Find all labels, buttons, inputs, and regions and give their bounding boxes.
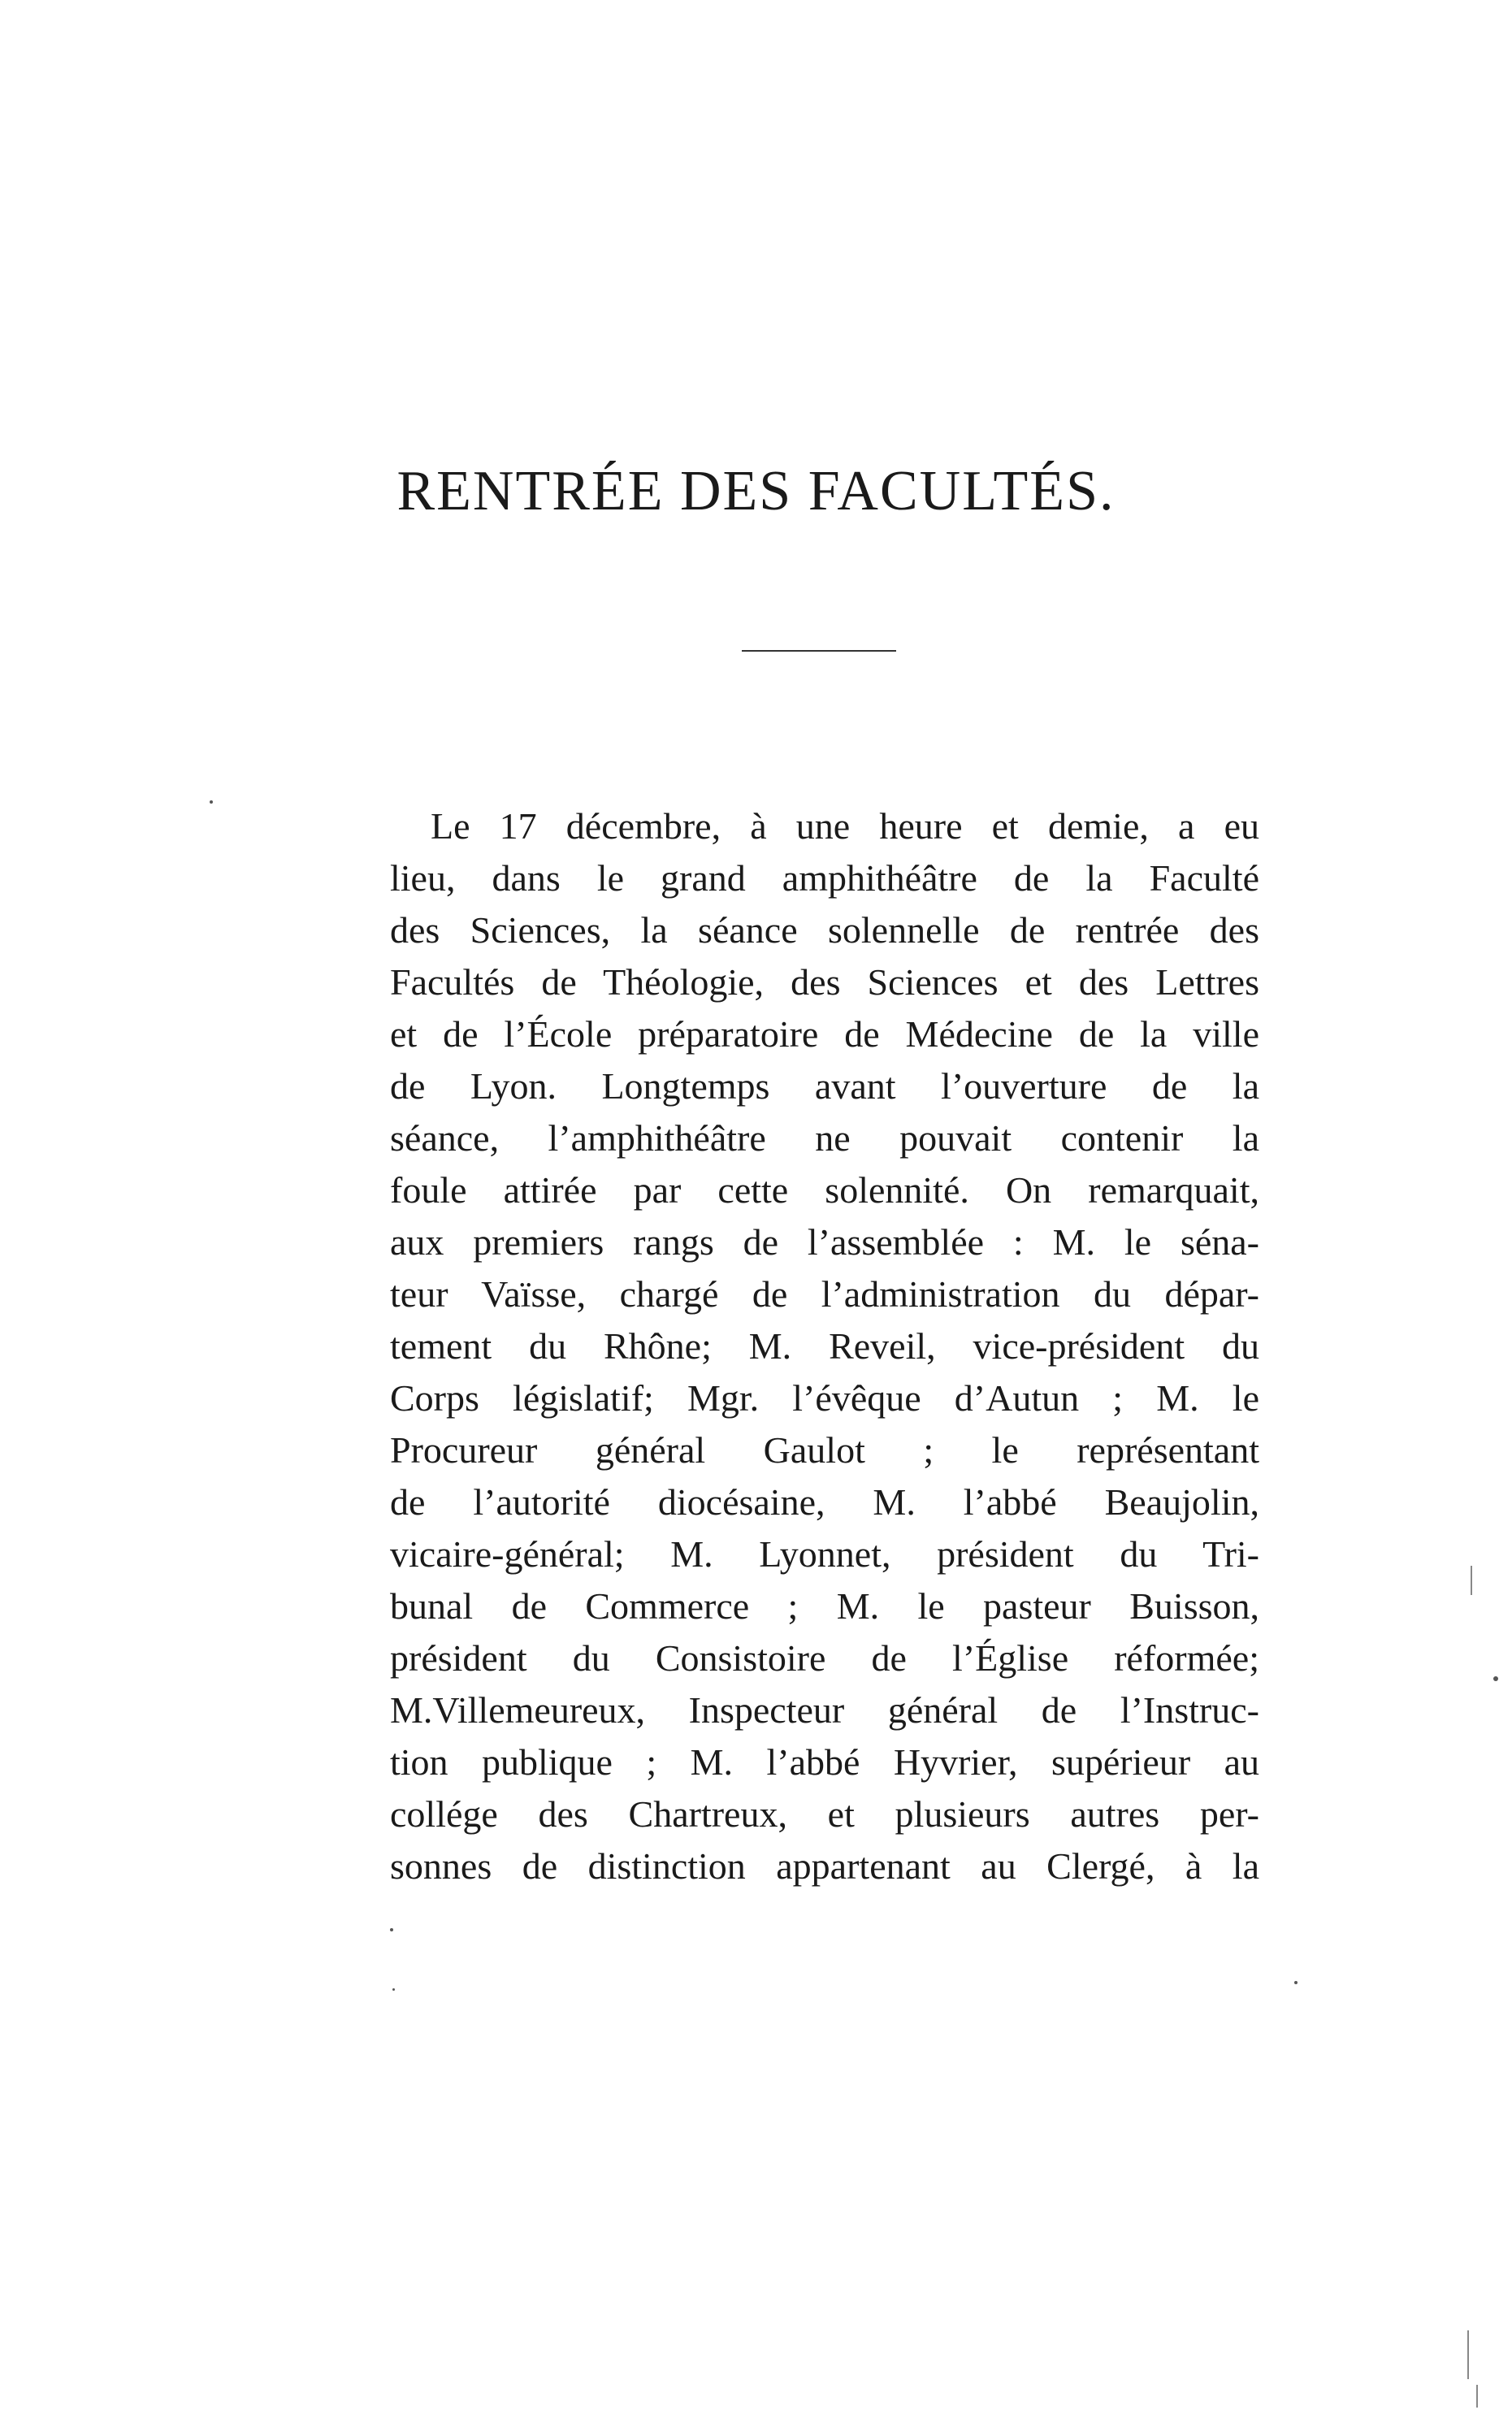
paragraph-line: foule attirée par cette solennité. On remarquait, — [390, 1169, 1259, 1211]
scan-speck — [392, 1988, 395, 1991]
body-paragraph — [390, 800, 1259, 1892]
paragraph-line: Le 17 décembre, à une heure et demie, a eu — [431, 805, 1259, 847]
scan-speck — [390, 1928, 393, 1931]
paragraph-line: de Lyon. Longtemps avant l’ouverture de la — [390, 1065, 1259, 1107]
title-divider — [742, 650, 896, 652]
paragraph-line: président du Consistoire de l’Église réformée; — [390, 1637, 1259, 1679]
page-title: RENTRÉE DES FACULTÉS. — [396, 460, 1116, 522]
paragraph-line: lieu, dans le grand amphithéâtre de la Faculté — [390, 857, 1259, 899]
paragraph-line: des Sciences, la séance solennelle de rentrée des — [390, 909, 1259, 951]
paragraph-line: aux premiers rangs de l’assemblée : M. le séna- — [390, 1221, 1259, 1263]
paragraph-line: Corps législatif; Mgr. l’évêque d’Autun ; M. le — [390, 1377, 1259, 1419]
paragraph-line: de l’autorité diocésaine, M. l’abbé Beaujolin, — [390, 1481, 1259, 1523]
paragraph-line: et de l’École préparatoire de Médecine de la ville — [390, 1013, 1259, 1055]
paragraph-line: bunal de Commerce ; M. le pasteur Buisson, — [390, 1585, 1259, 1627]
paragraph-line: tement du Rhône; M. Reveil, vice-président du — [390, 1325, 1259, 1367]
paragraph-line: Procureur général Gaulot ; le représentant — [390, 1429, 1259, 1471]
paragraph-line: M.Villemeureux, Inspecteur général de l’Instruc- — [390, 1689, 1259, 1731]
paragraph-line: Facultés de Théologie, des Sciences et des Lettres — [390, 961, 1259, 1003]
scan-edge-mark — [1467, 2330, 1469, 2379]
scan-speck — [1493, 1676, 1498, 1681]
paragraph-line: sonnes de distinction appartenant au Clergé, à la — [390, 1845, 1259, 1887]
paragraph-line: teur Vaïsse, chargé de l’administration du dépar- — [390, 1273, 1259, 1315]
scan-edge-mark — [1471, 1566, 1472, 1595]
scan-speck — [1294, 1981, 1298, 1984]
scan-edge-mark — [1476, 2385, 1478, 2408]
paragraph-line: séance, l’amphithéâtre ne pouvait contenir la — [390, 1117, 1259, 1159]
paragraph-line: collége des Chartreux, et plusieurs autres per- — [390, 1793, 1259, 1835]
paragraph-line: vicaire-général; M. Lyonnet, président du Tri- — [390, 1533, 1259, 1575]
scan-speck — [210, 800, 213, 804]
paragraph-line: tion publique ; M. l’abbé Hyvrier, supérieur au — [390, 1741, 1259, 1783]
